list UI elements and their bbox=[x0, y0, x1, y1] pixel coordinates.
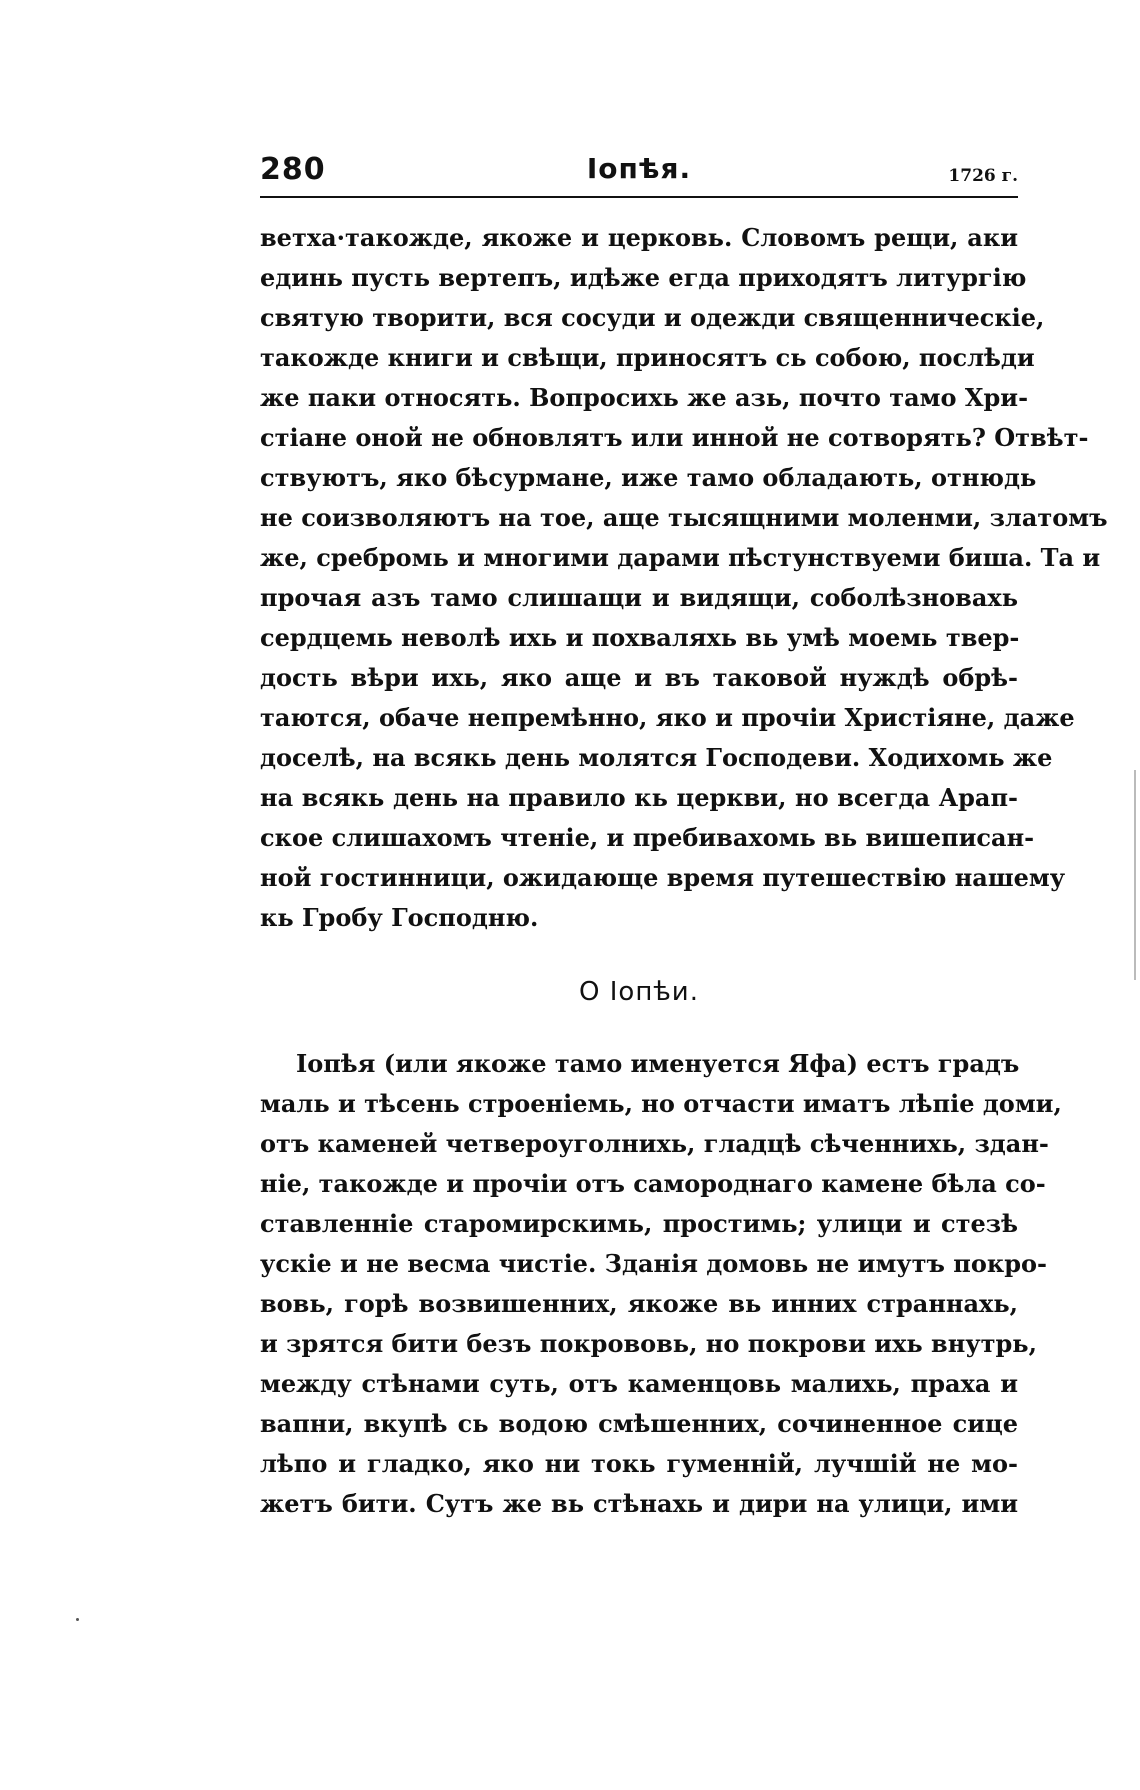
text-line: и зрятся бити безъ покрововь, но покрови ихь внутрь, bbox=[260, 1329, 1037, 1358]
year-label: 1726 г. bbox=[948, 166, 1018, 186]
text-line: лѣпо и гладко, яко ни токь гуменній, лучшій не мо- bbox=[260, 1449, 1018, 1478]
text-line: же паки относять. Вопросихь же азь, почто тамо Хри- bbox=[260, 383, 1029, 412]
text-line: кь Гробу Господню. bbox=[260, 903, 539, 932]
text-line: отъ каменей четвероуголнихь, гладцѣ сѣченнихь, здан- bbox=[260, 1129, 1049, 1158]
text-line: ветха·такожде, якоже и церковь. Словомъ рещи, аки bbox=[260, 223, 1018, 252]
text-line: ніе, такожде и прочіи отъ самороднаго камене бѣла со- bbox=[260, 1169, 1046, 1198]
running-head bbox=[260, 150, 1018, 198]
text-line: Іопѣя (или якоже тамо именуется Яфа) естъ градъ bbox=[296, 1049, 1020, 1078]
text-line: доселѣ, на всякь день молятся Господеви. Ходихомь же bbox=[260, 743, 1053, 772]
text-line: между стѣнами суть, отъ каменцовь малихь, праха и bbox=[260, 1369, 1018, 1398]
text-line: таются, обаче непремѣнно, яко и прочіи Христіяне, даже bbox=[260, 703, 1075, 732]
paragraph-iopeia bbox=[260, 1044, 1062, 1524]
book-page bbox=[260, 150, 1108, 1524]
text-line: святую творити, вся сосуди и одежди священническіе, bbox=[260, 303, 1045, 332]
text-line: маль и тѣсень строеніемь, но отчасти иматъ лѣпіе доми, bbox=[260, 1089, 1062, 1118]
text-line: ной гостинници, ожидающе время путешествію нашему bbox=[260, 863, 1066, 892]
text-line: жетъ бити. Сутъ же вь стѣнахь и дири на улици, ими bbox=[260, 1489, 1018, 1518]
text-line: прочая азъ тамо слишащи и видящи, соболѣзновахь bbox=[260, 583, 1018, 612]
text-line: же, сребромь и многими дарами пѣстунствуеми биша. Та и bbox=[260, 543, 1101, 572]
text-line: дость вѣри ихь, яко аще и въ таковой нуждѣ обрѣ- bbox=[260, 663, 1018, 692]
scan-speck bbox=[76, 1618, 79, 1621]
paragraph-continued bbox=[260, 218, 1108, 938]
page-number: 280 bbox=[260, 152, 326, 187]
text-line: единь пусть вертепъ, идѣже егда приходятъ литургію bbox=[260, 263, 1027, 292]
running-title: Іопѣя. bbox=[586, 152, 692, 185]
text-line: ставленніе старомирскимь, простимь; улици и стезѣ bbox=[260, 1209, 1018, 1238]
scan-edge-mark bbox=[1134, 770, 1136, 980]
text-line: вовь, горѣ возвишенних, якоже вь инних страннахь, bbox=[260, 1289, 1018, 1318]
text-line: на всякь день на правило кь церкви, но всегда Арап- bbox=[260, 783, 1018, 812]
text-line: стіане оной не обновлятъ или инной не сотворять? Отвѣт- bbox=[260, 423, 1089, 452]
text-line: вапни, вкупѣ сь водою смѣшенних, сочиненное сице bbox=[260, 1409, 1018, 1438]
text-line: не соизволяютъ на тое, аще тысящними моленми, златомъ bbox=[260, 503, 1108, 532]
text-line: ствуютъ, яко бѣсурмане, иже тамо обладають, отнюдь bbox=[260, 463, 1037, 492]
text-line: ускіе и не весма чистіе. Зданія домовь не имутъ покро- bbox=[260, 1249, 1047, 1278]
section-heading: О Іопѣи. bbox=[579, 977, 699, 1007]
text-line: сердцемь неволѣ ихь и похваляхь вь умѣ моемь твер- bbox=[260, 623, 1020, 652]
text-line: такожде книги и свѣщи, приносятъ сь собою, послѣди bbox=[260, 343, 1035, 372]
text-line: ское слишахомъ чтеніе, и пребивахомь вь вишеписан- bbox=[260, 823, 1035, 852]
